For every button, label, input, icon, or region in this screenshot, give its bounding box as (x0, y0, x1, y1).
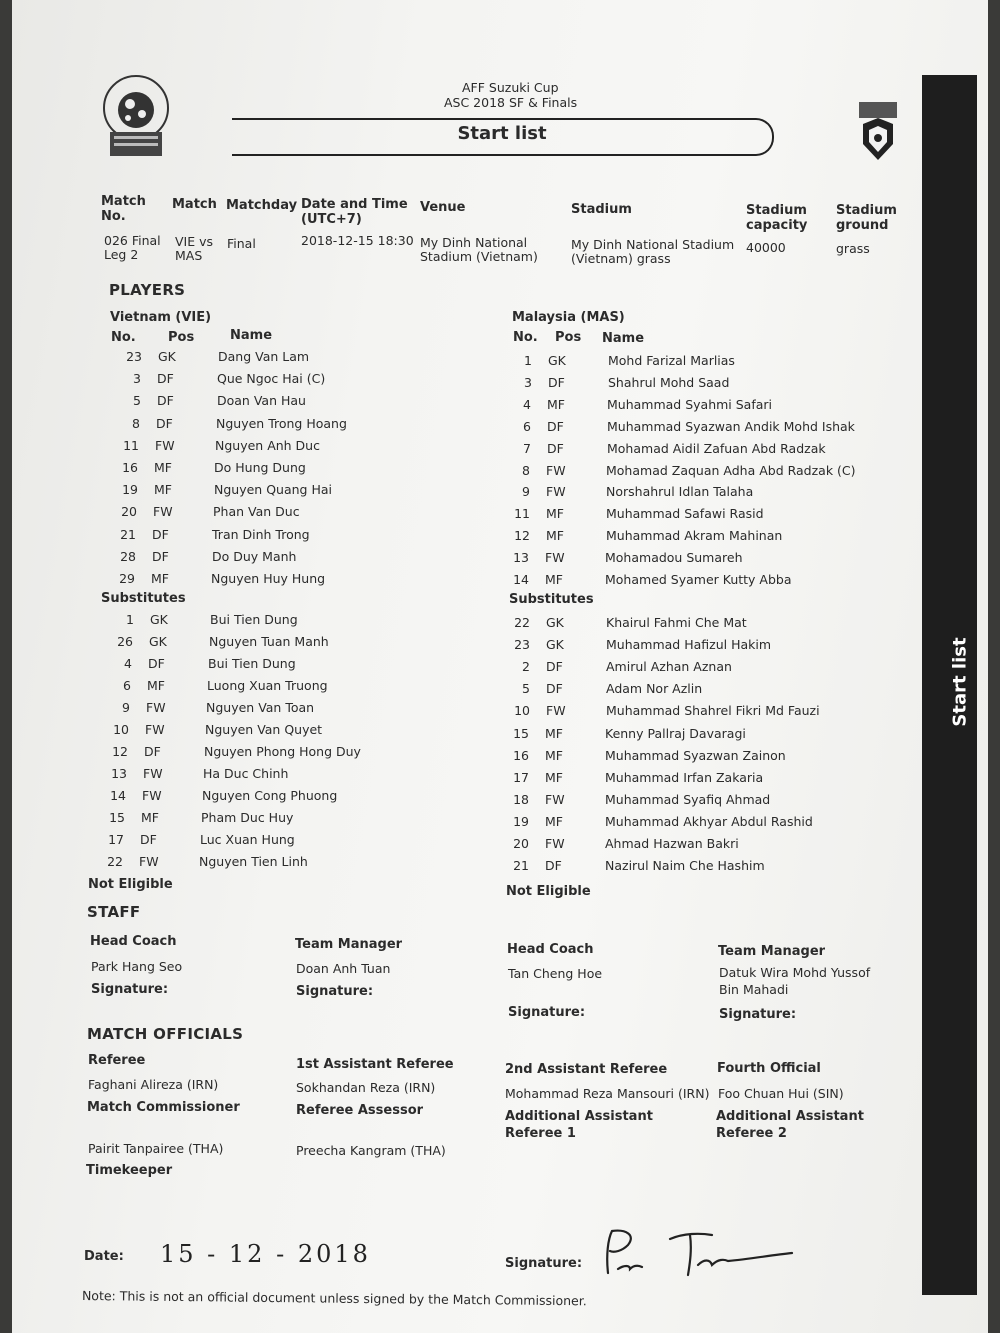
ground-header: Stadium ground (836, 203, 897, 233)
mas-no-header: No. (513, 330, 538, 345)
player-position: DF (546, 659, 563, 675)
staff-heading: STAFF (87, 903, 141, 921)
vie-team-manager-label: Team Manager (295, 937, 403, 952)
player-number: 5 (522, 681, 530, 697)
player-name: Doan Van Hau (217, 393, 306, 409)
player-position: MF (545, 747, 563, 763)
player-name: Ahmad Hazwan Bakri (605, 836, 739, 851)
player-name: Nguyen Trong Hoang (216, 415, 347, 431)
vie-substitute-row (88, 700, 468, 720)
mas-substitute-row (487, 748, 867, 768)
mas-team-label: Malaysia (MAS) (512, 310, 625, 325)
player-position: MF (546, 506, 564, 522)
match-header: Match (172, 197, 217, 212)
mas-player-row (488, 484, 868, 504)
player-position: DF (144, 744, 161, 759)
capacity-header: Stadium capacity (746, 203, 808, 233)
player-number: 18 (513, 791, 529, 807)
player-name: Do Hung Dung (214, 460, 306, 475)
commissioner-name: Pairit Tanpairee (THA) (88, 1141, 224, 1156)
player-position: FW (155, 437, 175, 453)
vie-pos-header: Pos (168, 330, 195, 345)
timekeeper-label: Timekeeper (86, 1163, 173, 1178)
mas-substitute-row (488, 637, 868, 657)
player-position: GK (158, 349, 176, 364)
vie-substitute-row (86, 744, 466, 764)
player-name: Luong Xuan Truong (207, 678, 328, 693)
vie-player-row (98, 416, 478, 436)
mas-head-coach-label: Head Coach (507, 942, 594, 957)
player-position: MF (546, 528, 564, 544)
officials-heading: MATCH OFFICIALS (87, 1025, 244, 1043)
mas-player-row (488, 506, 868, 526)
vie-not-eligible-label: Not Eligible (88, 877, 173, 892)
player-name: Muhammad Shahrel Fikri Md Fauzi (606, 703, 820, 719)
player-position: MF (151, 571, 169, 586)
vie-substitute-row (83, 810, 463, 830)
player-position: DF (546, 681, 563, 697)
stadium-value: My Dinh National Stadium (Vietnam) grass (571, 237, 735, 266)
ar2-label: 2nd Assistant Referee (505, 1062, 668, 1077)
player-name: Muhammad Hafizul Hakim (606, 637, 772, 653)
mas-player-row (488, 463, 868, 483)
player-name: Do Duy Manh (212, 548, 297, 564)
player-position: FW (546, 462, 566, 478)
player-name: Ha Duc Chinh (203, 766, 289, 781)
player-number: 11 (514, 506, 530, 522)
player-position: MF (545, 769, 563, 785)
player-name: Muhammad Akhyar Abdul Rashid (605, 813, 813, 829)
aar2-label: Additional Assistant Referee 2 (716, 1109, 864, 1141)
player-number: 21 (120, 526, 136, 542)
vie-substitute-row (91, 634, 471, 654)
player-position: MF (545, 572, 563, 587)
player-name: Nguyen Anh Duc (215, 437, 320, 453)
mas-player-row (489, 441, 869, 461)
vie-player-row (95, 504, 475, 524)
player-name: Luc Xuan Hung (200, 832, 295, 847)
player-name: Mohamadou Sumareh (605, 550, 743, 566)
vie-team-manager-signature-label: Signature: (296, 984, 374, 999)
ground-value: grass (836, 241, 870, 256)
player-position: MF (545, 725, 563, 741)
mas-name-header: Name (602, 331, 645, 346)
player-number: 4 (523, 396, 531, 412)
player-name: Adam Nor Azlin (606, 681, 703, 697)
vie-substitute-row (87, 722, 467, 742)
player-name: Dang Van Lam (218, 349, 310, 364)
player-number: 3 (524, 374, 532, 390)
competition-stage: ASC 2018 SF & Finals (444, 95, 578, 110)
player-name: Nguyen Van Toan (206, 700, 315, 715)
player-name: Muhammad Syazwan Zainon (605, 747, 786, 763)
vie-team-label: Vietnam (VIE) (110, 310, 212, 325)
player-name: Nguyen Phong Hong Duy (204, 744, 361, 759)
player-name: Nguyen Tien Linh (199, 854, 308, 869)
matchday-value: Final (227, 236, 256, 251)
vie-substitute-row (92, 612, 472, 632)
player-number: 20 (513, 836, 529, 851)
player-position: GK (546, 637, 564, 653)
asean-football-emblem-icon (100, 70, 172, 162)
vie-head-coach-label: Head Coach (90, 934, 177, 949)
player-position: DF (152, 526, 169, 542)
fourth-official-name: Foo Chuan Hui (SIN) (718, 1086, 844, 1101)
vie-team-manager-name: Doan Anh Tuan (296, 961, 391, 976)
player-name: Shahrul Mohd Saad (608, 374, 730, 390)
player-number: 16 (513, 747, 529, 763)
player-name: Bui Tien Dung (208, 656, 296, 671)
player-position: FW (153, 504, 173, 520)
mas-substitute-row (487, 792, 867, 812)
player-name: Muhammad Akram Mahinan (606, 528, 783, 544)
stadium-header: Stadium (571, 202, 632, 217)
player-position: MF (154, 460, 172, 475)
footer-note: Note: This is not an official document unless signed by the Match Commissioner. (81, 1288, 587, 1309)
mas-player-row (487, 572, 867, 592)
player-position: DF (547, 440, 564, 456)
ar2-name: Mohammad Reza Mansouri (IRN) (505, 1086, 710, 1101)
player-number: 15 (109, 810, 125, 825)
vie-substitutes-label: Substitutes (101, 591, 186, 606)
player-position: DF (157, 393, 174, 409)
player-name: Amirul Azhan Aznan (606, 659, 732, 675)
player-number: 10 (113, 722, 129, 737)
player-number: 22 (107, 854, 123, 869)
mas-player-row (488, 528, 868, 548)
mas-substitute-row (487, 814, 867, 834)
player-number: 20 (121, 504, 137, 520)
player-number: 13 (513, 550, 529, 566)
player-position: FW (546, 484, 566, 500)
mas-player-row (490, 353, 870, 373)
vie-player-row (93, 571, 473, 591)
vie-head-coach-signature-label: Signature: (91, 982, 169, 997)
player-position: FW (146, 700, 166, 715)
sidebar-label: Start list (949, 637, 971, 727)
vie-player-row (99, 371, 479, 391)
player-number: 3 (133, 371, 141, 387)
mas-substitute-row (487, 858, 867, 878)
player-position: GK (548, 353, 566, 368)
player-name: Muhammad Syahmi Safari (607, 396, 773, 412)
player-position: GK (150, 612, 168, 627)
suzuki-cup-logo-icon (855, 100, 901, 164)
player-name: Muhammad Syafiq Ahmad (605, 791, 771, 807)
player-position: MF (545, 813, 563, 829)
vie-substitute-row (81, 854, 461, 874)
player-position: DF (152, 548, 169, 564)
player-number: 23 (126, 349, 142, 364)
player-position: DF (547, 418, 564, 434)
fourth-official-label: Fourth Official (717, 1061, 821, 1076)
player-number: 4 (124, 656, 132, 671)
vie-player-row (97, 438, 477, 458)
mas-team-manager-name: Datuk Wira Mohd Yussof Bin Mahadi (719, 965, 871, 997)
ar1-label: 1st Assistant Referee (296, 1057, 454, 1072)
mas-substitute-row (487, 726, 867, 746)
vie-player-row (100, 349, 480, 369)
player-name: Nguyen Tuan Manh (209, 634, 329, 649)
referee-name: Faghani Alireza (IRN) (88, 1077, 219, 1092)
player-number: 12 (112, 744, 128, 759)
player-name: Norshahrul Idlan Talaha (606, 484, 754, 500)
player-name: Nguyen Quang Hai (214, 482, 332, 498)
player-number: 6 (123, 678, 131, 693)
player-number: 19 (513, 813, 529, 829)
mas-team-manager-label: Team Manager (718, 944, 826, 959)
player-number: 12 (514, 528, 530, 544)
player-name: Muhammad Irfan Zakaria (605, 769, 764, 785)
player-name: Khairul Fahmi Che Mat (606, 615, 747, 630)
player-number: 17 (513, 769, 529, 785)
page-title: Start list (457, 123, 547, 144)
player-number: 9 (122, 700, 130, 715)
assessor-name: Preecha Kangram (THA) (296, 1143, 446, 1158)
player-position: MF (154, 482, 172, 498)
date-label: Date: (84, 1249, 124, 1264)
player-number: 11 (123, 437, 139, 453)
player-position: FW (546, 703, 566, 719)
player-number: 8 (522, 462, 530, 478)
mas-substitute-row (488, 703, 868, 723)
player-position: FW (545, 836, 565, 851)
mas-pos-header: Pos (555, 330, 582, 345)
player-number: 21 (513, 858, 529, 874)
match-no-value: 026 Final Leg 2 (104, 233, 161, 262)
vie-substitute-row (90, 656, 470, 676)
mas-player-row (489, 419, 869, 439)
player-position: DF (548, 374, 565, 390)
player-position: FW (545, 791, 565, 807)
player-number: 9 (522, 484, 530, 500)
mas-substitutes-label: Substitutes (509, 592, 594, 607)
player-name: Pham Duc Huy (201, 810, 294, 825)
venue-value: My Dinh National Stadium (Vietnam) (420, 235, 538, 264)
vie-player-row (96, 460, 476, 480)
capacity-value: 40000 (746, 240, 786, 255)
player-position: MF (547, 396, 565, 412)
mas-substitute-row (488, 681, 868, 701)
player-name: Nguyen Van Quyet (205, 722, 323, 737)
player-position: FW (145, 722, 165, 737)
signature-label: Signature: (505, 1256, 583, 1271)
player-position: FW (545, 550, 565, 566)
mas-substitute-row (487, 770, 867, 790)
player-name: Nazirul Naim Che Hashim (605, 858, 765, 874)
aar1-label: Additional Assistant Referee 1 (505, 1109, 653, 1141)
players-heading: PLAYERS (109, 281, 186, 299)
player-position: FW (142, 788, 162, 803)
assessor-label: Referee Assessor (296, 1103, 424, 1118)
player-number: 10 (514, 703, 530, 719)
player-position: DF (545, 858, 562, 874)
player-name: Nguyen Cong Phuong (202, 788, 338, 803)
player-position: GK (546, 615, 564, 630)
player-name: Mohamad Aidil Zafuan Abd Radzak (607, 440, 826, 456)
player-name: Muhammad Safawi Rasid (606, 506, 764, 522)
vie-name-header: Name (230, 328, 273, 343)
player-number: 14 (513, 572, 529, 587)
player-number: 26 (117, 634, 133, 649)
mas-player-row (490, 375, 870, 395)
vie-player-row (96, 482, 476, 502)
vie-player-row (94, 527, 474, 547)
mas-player-row (487, 550, 867, 570)
player-name: Mohamad Zaquan Adha Abd Radzak (C) (606, 462, 856, 478)
player-position: MF (147, 678, 165, 693)
player-number: 2 (522, 659, 530, 675)
player-number: 17 (108, 832, 124, 847)
vie-head-coach-name: Park Hang Seo (91, 959, 183, 974)
player-position: GK (149, 634, 167, 649)
referee-label: Referee (88, 1053, 146, 1068)
commissioner-label: Match Commissioner (87, 1100, 240, 1115)
vie-substitute-row (82, 832, 462, 852)
player-position: FW (139, 854, 159, 869)
player-name: Phan Van Duc (213, 504, 300, 520)
player-number: 22 (514, 615, 530, 630)
player-name: Bui Tien Dung (210, 612, 298, 627)
player-number: 1 (524, 353, 532, 368)
player-name: Tran Dinh Trong (212, 526, 310, 542)
handwritten-date: 15 - 12 - 2018 (160, 1240, 371, 1268)
mas-substitute-row (487, 836, 867, 856)
matchday-header: Matchday (226, 198, 298, 213)
player-name: Mohd Farizal Marlias (608, 353, 735, 368)
player-number: 13 (111, 766, 127, 781)
mas-substitute-row (488, 659, 868, 679)
player-name: Muhammad Syazwan Andik Mohd Ishak (607, 418, 855, 434)
player-position: DF (156, 415, 173, 431)
player-number: 15 (513, 725, 529, 741)
player-number: 6 (523, 418, 531, 434)
player-number: 7 (523, 440, 531, 456)
player-name: Nguyen Huy Hung (211, 571, 326, 586)
player-number: 29 (119, 571, 135, 586)
player-name: Mohamed Syamer Kutty Abba (605, 572, 792, 587)
date-time-header: Date and Time (UTC+7) (301, 197, 408, 227)
vie-substitute-row (89, 678, 469, 698)
player-number: 23 (514, 637, 530, 653)
venue-header: Venue (420, 200, 466, 215)
player-name: Que Ngoc Hai (C) (217, 371, 326, 387)
player-number: 28 (120, 548, 136, 564)
vie-player-row (94, 549, 474, 569)
player-number: 8 (132, 415, 140, 431)
match-no-header: Match No. (101, 194, 146, 224)
mas-team-manager-signature-label: Signature: (719, 1007, 797, 1022)
ar1-name: Sokhandan Reza (IRN) (296, 1080, 436, 1095)
player-position: MF (141, 810, 159, 825)
mas-head-coach-name: Tan Cheng Hoe (508, 966, 603, 981)
vie-substitute-row (84, 788, 464, 808)
player-number: 14 (110, 788, 126, 803)
match-value: VIE vs MAS (175, 234, 214, 263)
mas-not-eligible-label: Not Eligible (506, 884, 591, 899)
player-position: DF (157, 371, 174, 387)
player-name: Kenny Pallraj Davaragi (605, 725, 746, 741)
player-number: 16 (122, 460, 138, 475)
player-number: 1 (126, 612, 134, 627)
handwritten-signature (600, 1225, 800, 1285)
vie-player-row (99, 393, 479, 413)
vie-substitute-row (85, 766, 465, 786)
player-position: FW (143, 766, 163, 781)
vie-no-header: No. (111, 330, 136, 345)
player-position: DF (148, 656, 165, 671)
mas-head-coach-signature-label: Signature: (508, 1005, 586, 1020)
date-time-value: 2018-12-15 18:30 (301, 233, 414, 248)
mas-player-row (489, 397, 869, 417)
competition-name: AFF Suzuki Cup (462, 80, 559, 95)
mas-substitute-row (488, 615, 868, 635)
player-number: 19 (122, 482, 138, 498)
player-number: 5 (133, 393, 141, 409)
player-position: DF (140, 832, 157, 847)
